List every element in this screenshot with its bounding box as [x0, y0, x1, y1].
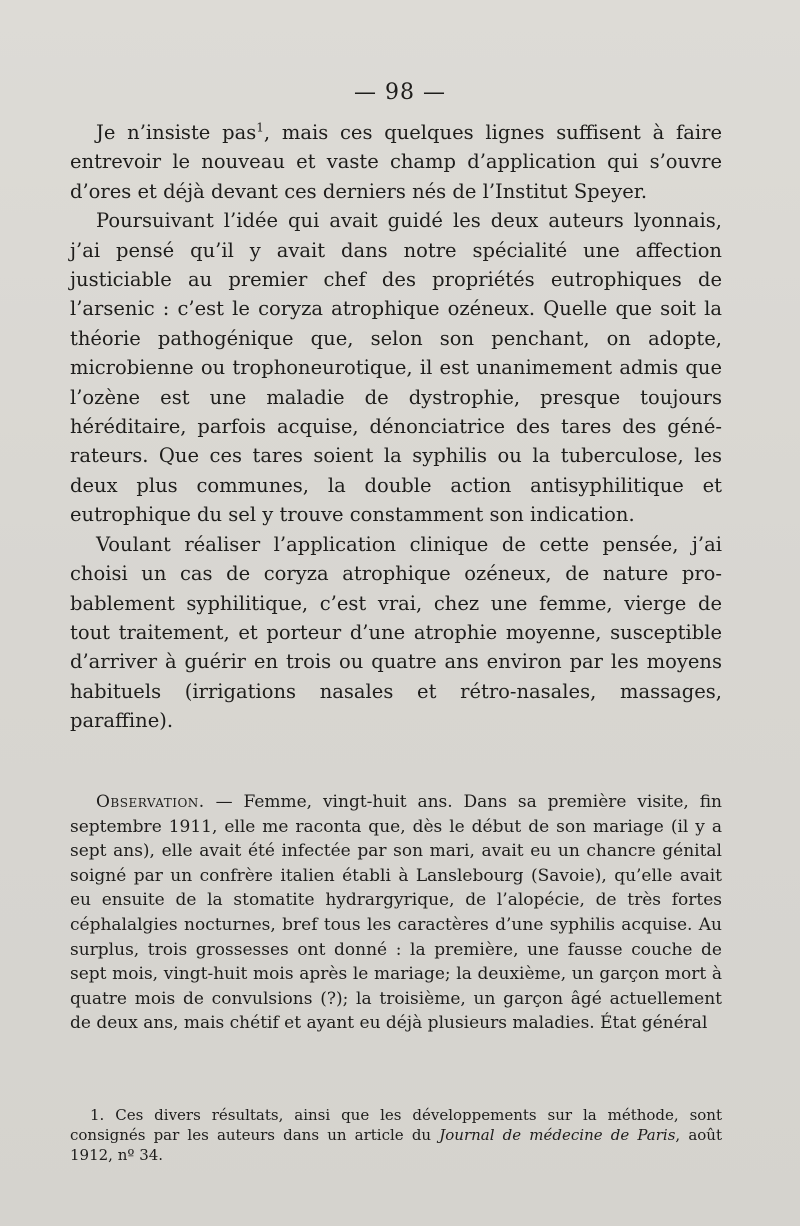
footnote-journal: Journal de médecine de Paris — [439, 1126, 676, 1144]
footnote-text — [70, 1105, 722, 1165]
footnote-part-a: 1. Ces divers résultats, ainsi que les développements sur la méthode, sont consignés par les auteurs dans un article du — [70, 1106, 722, 1144]
paragraph-1-rest: , mais ces quelques lignes suffisent à faire entrevoir le nouveau et vaste champ d’application qui s’ouvre d’ores et déjà devant ces derniers nés de l’Institut Speyer. — [70, 121, 722, 203]
observation-section — [70, 790, 722, 1036]
paragraph-1 — [70, 118, 722, 206]
footnote — [70, 1105, 722, 1165]
observation-text: — Femme, vingt-huit ans. Dans sa première visite, fin septembre 1911, elle me raconta que, dès le début de son mariage (il y a sept ans), elle avait été infectée par son mari, avait eu un chancre génital soigné par un confrère italien établi à Lanslebourg (Savoie), qu’elle avait eu ensuite de la stomatite hydrargyrique, de l’alopécie, de très fortes céphalalgies nocturnes, bref tous les caractères d’une syphilis acquise. Au surplus, trois grossesses ont donné : la première, une fausse couche de sept mois, vingt-huit mois après le mariage; la deuxième, un garçon mort à quatre mois de convulsions (?); la troisième, un garçon âgé actuellement de deux ans, mais chétif et ayant eu déjà plusieurs maladies. État général — [70, 792, 722, 1034]
paragraph-1-start: Je n’insiste pas — [96, 121, 257, 144]
paragraph-2: Poursuivant l’idée qui avait guidé les deux auteurs lyonnais, j’ai pensé qu’il y avait dans notre spécialité une affection justiciable au premier chef des propriétés eutrophiques de l’arsenic : c’est le coryza atrophique ozéneux. Quelle que soit la théorie pathogénique que, selon son penchant, on adopte, microbienne ou trophoneurotique, il est unanimement admis que l’ozène est une maladie de dystrophie, presque toujours héréditaire, parfois acquise, dénonciatrice des tares des générateurs. Que ces tares soient la syphilis ou la tuberculose, les deux plus communes, la double action antisyphilitique et eutrophique du sel y trouve constamment son indication. — [70, 209, 722, 527]
footnote-part-b: , août 1912, nº 34. — [70, 1126, 722, 1164]
main-text — [70, 118, 722, 736]
observation-paragraph — [70, 790, 722, 1036]
footnote-reference: 1 — [256, 120, 264, 135]
paragraph-3: Voulant réaliser l’application clinique de cette pensée, j’ai choisi un cas de coryza atrophique ozéneux, de nature probablement syphilitique, c’est vrai, chez une femme, vierge de tout traitement, et porteur d’une atrophie moyenne, susceptible d’arriver à guérir en trois ou quatre ans environ par les moyens habituels (irrigations nasales et rétro-nasales, massages, paraffine). — [70, 532, 722, 733]
observation-label: Observation. — [96, 792, 205, 812]
page-number: — 98 — — [354, 80, 446, 105]
